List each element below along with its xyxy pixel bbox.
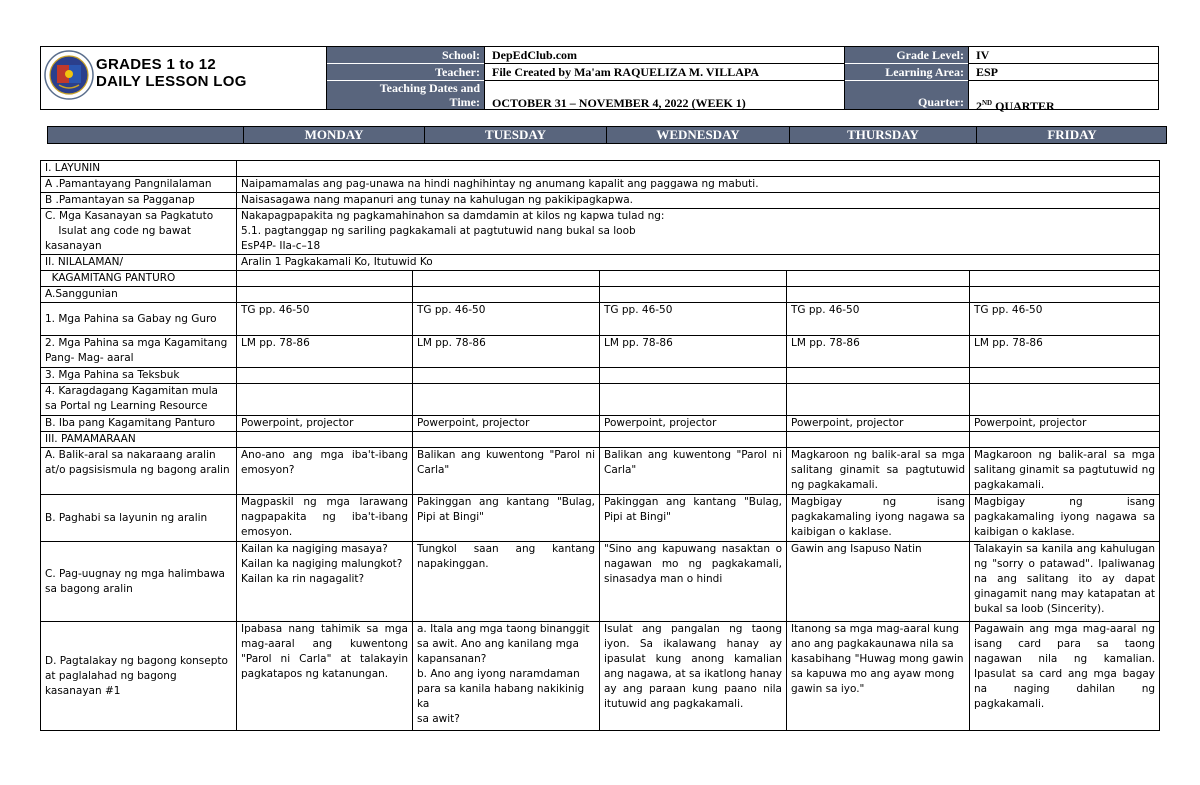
lesson-plan-table xyxy=(40,160,1160,731)
pagtalakay-tuesday-a: a. Itala ang mga taong binanggit sa awit. Ano ang kanilang mga kapansanan? xyxy=(417,623,590,665)
pamantayang-pangnilalaman-value: Naipamamalas ang pag-unawa na hindi naghihintay ng anumang kapalit ang paggawa ng mabuti. xyxy=(237,177,1160,193)
empty-cell xyxy=(787,271,970,287)
table-row xyxy=(41,177,1160,193)
kasanayan-label-line3: kasanayan xyxy=(45,240,102,252)
iba-pang-kagamitan-friday: Powerpoint, projector xyxy=(970,416,1160,432)
empty-cell xyxy=(237,432,413,448)
empty-cell xyxy=(600,432,787,448)
kagamitang-mag-aaral-wednesday: LM pp. 78-86 xyxy=(600,336,787,368)
gabay-ng-guro-monday: TG pp. 46-50 xyxy=(237,303,413,336)
empty-cell xyxy=(237,271,413,287)
day-wednesday: WEDNESDAY xyxy=(606,126,789,144)
table-row xyxy=(41,336,1160,368)
school-label: School: xyxy=(327,47,484,63)
empty-cell xyxy=(600,287,787,303)
iba-pang-kagamitan-monday: Powerpoint, projector xyxy=(237,416,413,432)
balik-aral-wednesday: Balikan ang kuwentong "Parol ni Carla" xyxy=(600,448,787,495)
paghabi-wednesday: Pakinggan ang kantang "Bulag, Pipi at Bingi" xyxy=(600,495,787,542)
empty-cell xyxy=(787,432,970,448)
grade-level-value: IV xyxy=(976,48,990,62)
kasanayan-value xyxy=(237,209,1160,255)
empty-cell xyxy=(237,368,413,384)
table-row xyxy=(41,622,1160,731)
pagtalakay-wednesday: Isulat ang pangalan ng taong iyon. Sa ikalawang hanay ay ipasulat kung anong kamalian ang nagawa, at sa ikatlong hanay ay ang paraan kung paano nila itutuwid ang pagkakamali. xyxy=(600,622,787,731)
quarter-value xyxy=(972,95,1152,114)
pagtalakay-label: D. Pagtalakay ng bagong konsepto at paglalahad ng bagong kasanayan #1 xyxy=(41,622,237,731)
kasanayan-code: EsP4P- IIa-c–18 xyxy=(241,240,321,252)
empty-cell xyxy=(600,384,787,416)
table-row xyxy=(41,448,1160,495)
pag-uugnay-monday-line3: Kailan ka rin nagagalit? xyxy=(241,573,365,585)
teacher-value: File Created by Ma'am RAQUELIZA M. VILLAPA xyxy=(492,65,759,79)
pamantayan-sa-pagganap-value: Naisasagawa nang mapanuri ang tunay na kahulugan ng pakikipagkapwa. xyxy=(237,193,1160,209)
table-row xyxy=(41,542,1160,622)
teaching-dates-value: OCTOBER 31 – NOVEMBER 4, 2022 (WEEK 1) xyxy=(492,96,746,110)
kasanayan-label-line1: C. Mga Kasanayan sa Pagkatuto xyxy=(45,210,214,222)
empty-cell xyxy=(970,432,1160,448)
balik-aral-thursday: Magkaroon ng balik-aral sa mga salitang ginamit sa pagtutuwid ng pagkakamali. xyxy=(787,448,970,495)
gabay-ng-guro-tuesday: TG pp. 46-50 xyxy=(413,303,600,336)
pag-uugnay-monday-line2: Kailan ka nagiging malungkot? xyxy=(241,558,403,570)
empty-cell xyxy=(413,432,600,448)
paghabi-thursday: Magbigay ng isang pagkakamaling iyong nagawa sa kaibigan o kaklase. xyxy=(787,495,970,542)
deped-seal-icon xyxy=(44,50,94,100)
table-row xyxy=(41,255,1160,271)
pag-uugnay-tuesday: Tungkol saan ang kantang napakinggan. xyxy=(413,542,600,622)
kagamitang-panturo-label: KAGAMITANG PANTURO xyxy=(41,271,237,287)
iba-pang-kagamitan-tuesday: Powerpoint, projector xyxy=(413,416,600,432)
empty-cell xyxy=(237,384,413,416)
empty-cell xyxy=(787,384,970,416)
portal-label-line1: 4. Karagdagang Kagamitan mula xyxy=(45,385,218,397)
paghabi-monday: Magpaskil ng mga larawang nagpapakita ng iba't-ibang emosyon. xyxy=(237,495,413,542)
pagtalakay-thursday-line2: gawin sa iyo." xyxy=(791,683,865,695)
empty-cell xyxy=(413,287,600,303)
pagtalakay-tuesday-b: b. Ano ang iyong naramdaman para sa kanila habang nakikinig ka xyxy=(417,668,585,710)
pamantayang-pangnilalaman-label: A .Pamantayang Pangnilalaman xyxy=(41,177,237,193)
pag-uugnay-monday-line1: Kailan ka nagiging masaya? xyxy=(241,543,388,555)
iba-pang-kagamitan-label: B. Iba pang Kagamitang Panturo xyxy=(41,416,237,432)
learning-area-value: ESP xyxy=(976,65,999,79)
table-row xyxy=(41,384,1160,416)
paghabi-tuesday: Pakinggan ang kantang "Bulag, Pipi at Bingi" xyxy=(413,495,600,542)
empty-cell xyxy=(970,271,1160,287)
table-row xyxy=(41,287,1160,303)
nilalaman-value: Aralin 1 Pagkakamali Ko, Itutuwid Ko xyxy=(237,255,1160,271)
empty-cell xyxy=(600,368,787,384)
table-row xyxy=(41,368,1160,384)
quarter-suffix: ND xyxy=(982,99,993,107)
empty-cell xyxy=(413,271,600,287)
kasanayan-label xyxy=(41,209,237,255)
kagamitang-mag-aaral-friday: LM pp. 78-86 xyxy=(970,336,1160,368)
teksbuk-label: 3. Mga Pahina sa Teksbuk xyxy=(41,368,237,384)
teaching-dates-label xyxy=(327,81,484,109)
empty-cell xyxy=(600,271,787,287)
table-row xyxy=(41,209,1160,255)
school-value: DepEdClub.com xyxy=(492,48,578,62)
pagtalakay-monday: Ipabasa nang tahimik sa mga mag-aaral ang kuwentong "Parol ni Carla" at talakayin pagkatapos ng katanungan. xyxy=(237,622,413,731)
kagamitang-mag-aaral-tuesday: LM pp. 78-86 xyxy=(413,336,600,368)
empty-cell xyxy=(413,368,600,384)
teacher-label: Teacher: xyxy=(327,64,484,80)
lesson-log-title-line2: DAILY LESSON LOG xyxy=(96,73,247,90)
pagtalakay-thursday xyxy=(787,622,970,731)
kagamitang-mag-aaral-label-line2: Pang- Mag- aaral xyxy=(45,352,134,364)
table-row xyxy=(41,432,1160,448)
gabay-ng-guro-wednesday: TG pp. 46-50 xyxy=(600,303,787,336)
table-row xyxy=(41,495,1160,542)
empty-cell xyxy=(787,368,970,384)
paghabi-label: B. Paghabi sa layunin ng aralin xyxy=(41,495,237,542)
gabay-ng-guro-friday: TG pp. 46-50 xyxy=(970,303,1160,336)
grade-level-label: Grade Level: xyxy=(845,47,968,63)
day-friday: FRIDAY xyxy=(976,126,1167,144)
empty-cell xyxy=(237,161,1160,177)
nilalaman-label: II. NILALAMAN/ xyxy=(41,255,237,271)
balik-aral-monday: Ano-ano ang mga iba't-ibang emosyon? xyxy=(237,448,413,495)
pag-uugnay-thursday: Gawin ang Isapuso Natin xyxy=(787,542,970,622)
quarter-word: QUARTER xyxy=(992,99,1055,113)
pamantayan-sa-pagganap-label: B .Pamantayan sa Pagganap xyxy=(41,193,237,209)
empty-cell xyxy=(970,287,1160,303)
kasanayan-value-line2: 5.1. pagtanggap ng sariling pagkakamali at pagtutuwid nang bukal sa loob xyxy=(241,225,636,237)
lesson-log-title-line1: GRADES 1 to 12 xyxy=(96,56,217,73)
table-row xyxy=(41,271,1160,287)
kagamitang-mag-aaral-thursday: LM pp. 78-86 xyxy=(787,336,970,368)
pag-uugnay-label: C. Pag-uugnay ng mga halimbawa sa bagong aralin xyxy=(41,542,237,622)
empty-cell xyxy=(970,368,1160,384)
sanggunian-label: A.Sanggunian xyxy=(41,287,237,303)
empty-cell xyxy=(787,287,970,303)
kasanayan-value-line1: Nakapagpapakita ng pagkamahinahon sa damdamin at kilos ng kapwa tulad ng: xyxy=(241,210,665,222)
table-row xyxy=(41,193,1160,209)
section-layunin: I. LAYUNIN xyxy=(41,161,237,177)
day-tuesday: TUESDAY xyxy=(424,126,606,144)
portal-label-line2: sa Portal ng Learning Resource xyxy=(45,400,208,412)
empty-cell xyxy=(970,384,1160,416)
table-row xyxy=(41,161,1160,177)
empty-cell xyxy=(413,384,600,416)
pagtalakay-tuesday xyxy=(413,622,600,731)
header-rule xyxy=(484,80,844,81)
teaching-dates-label-line1: Teaching Dates and xyxy=(379,81,480,95)
kagamitang-mag-aaral-monday: LM pp. 78-86 xyxy=(237,336,413,368)
header-divider xyxy=(968,46,969,110)
balik-aral-label: A. Balik-aral sa nakaraang aralin at/o pagsisismula ng bagong aralin xyxy=(41,448,237,495)
teaching-dates-label-line2: Time: xyxy=(449,95,480,109)
pagtalakay-thursday-line1: Itanong sa mga mag-aaral kung ano ang pagkakaunawa nila sa kasabihang "Huwag mong gawin sa kapuwa mo ang ayaw mong xyxy=(791,623,964,680)
header-divider xyxy=(484,46,485,110)
iba-pang-kagamitan-wednesday: Powerpoint, projector xyxy=(600,416,787,432)
table-row xyxy=(41,303,1160,336)
pagtalakay-friday: Pagawain ang mga mag-aaral ng isang card para sa taong nagawan nila ng kamalian. Ipasulat sa card ang mga bagay na naging dahilan ng pagkakamali. xyxy=(970,622,1160,731)
kagamitang-mag-aaral-label-line1: 2. Mga Pahina sa mga Kagamitang xyxy=(45,337,228,349)
learning-area-label: Learning Area: xyxy=(845,64,968,80)
header-rule xyxy=(968,80,1159,81)
table-row xyxy=(41,416,1160,432)
day-thursday: THURSDAY xyxy=(789,126,976,144)
day-monday: MONDAY xyxy=(243,126,424,144)
pag-uugnay-friday: Talakayin sa kanila ang kahulugan ng "sorry o patawad". Ipaliwanag na ang salitang ito ay dapat ginagamit nang may katapatan at bukal sa loob (Sincerity). xyxy=(970,542,1160,622)
gabay-ng-guro-label: 1. Mga Pahina sa Gabay ng Guro xyxy=(41,303,237,336)
balik-aral-tuesday: Balikan ang kuwentong "Parol ni Carla" xyxy=(413,448,600,495)
paghabi-friday: Magbigay ng isang pagkakamaling iyong nagawa sa kaibigan o kaklase. xyxy=(970,495,1160,542)
empty-cell xyxy=(237,287,413,303)
gabay-ng-guro-thursday: TG pp. 46-50 xyxy=(787,303,970,336)
pamamaraan-label: III. PAMAMARAAN xyxy=(41,432,237,448)
kasanayan-label-line2: Isulat ang code ng bawat xyxy=(45,225,192,237)
quarter-number: 2 xyxy=(976,99,982,113)
pag-uugnay-wednesday: "Sino ang kapuwang nasaktan o nagawan mo ng pagkakamali, sinasadya man o hindi xyxy=(600,542,787,622)
iba-pang-kagamitan-thursday: Powerpoint, projector xyxy=(787,416,970,432)
pagtalakay-tuesday-b-end: sa awit? xyxy=(417,713,460,725)
pag-uugnay-monday xyxy=(237,542,413,622)
balik-aral-friday: Magkaroon ng balik-aral sa mga salitang ginamit sa pagtutuwid ng pagkakamali. xyxy=(970,448,1160,495)
quarter-label: Quarter: xyxy=(845,81,968,109)
portal-label xyxy=(41,384,237,416)
kagamitang-mag-aaral-label xyxy=(41,336,237,368)
